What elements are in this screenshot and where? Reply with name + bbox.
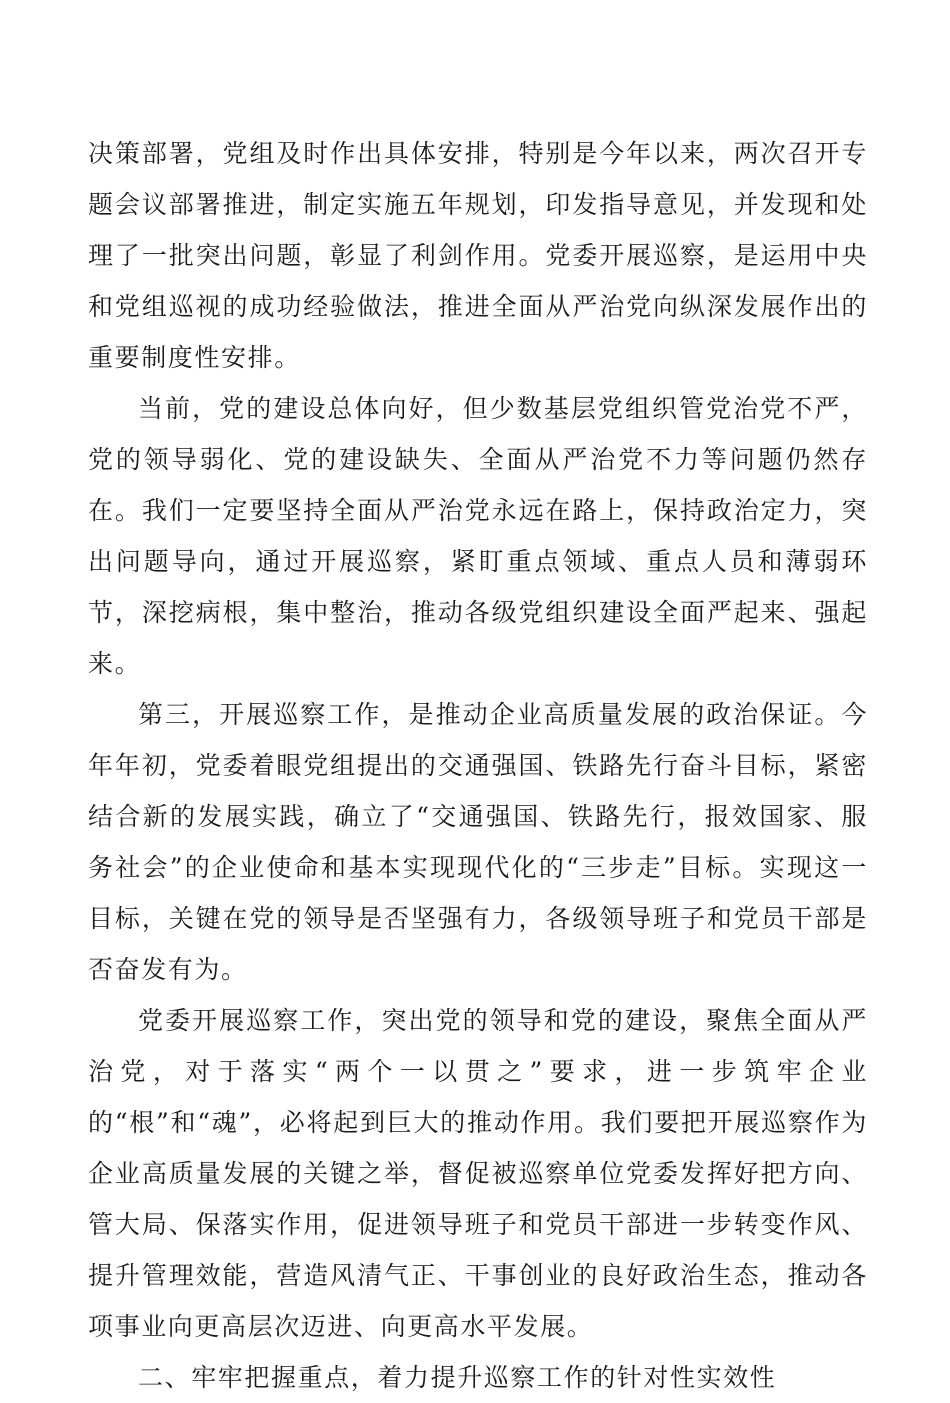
paragraph-inspection-role: 党委开展巡察工作，突出党的领导和党的建设，聚焦全面从严治党，对于落实“两个一以贯之”要求，进一步筑牢企业的“根”和“魂”，必将起到巨大的推动作用。我们要把开展巡察作为企业高质量发展的关键之举，督促被巡察单位党委发挥好把方向、管大局、保落实作用，促进领导班子和党员干部进一步转变作风、提升管理效能，营造风清气正、干事创业的良好政治生态，推动各项事业向更高层次迈进、向更高水平发展。 <box>88 1006 868 1341</box>
paragraph-current-situation: 当前，党的建设总体向好，但少数基层党组织管党治党不严，党的领导弱化、党的建设缺失、全面从严治党不力等问题仍然存在。我们一定要坚持全面从严治党永远在路上，保持政治定力，突出问题导向，通过开展巡察，紧盯重点领域、重点人员和薄弱环节，深挖病根，集中整治，推动各级党组织建设全面严起来、强起来。 <box>88 394 868 678</box>
paragraph-continued: 决策部署，党组及时作出具体安排，特别是今年以来，两次召开专题会议部署推进，制定实施五年规划，印发指导意见，并发现和处理了一批突出问题，彰显了利剑作用。党委开展巡察，是运用中央和党组巡视的成功经验做法，推进全面从严治党向纵深发展作出的重要制度性安排。 <box>88 139 868 372</box>
document-body <box>88 128 868 1403</box>
paragraph-third-point: 第三，开展巡察工作，是推动企业高质量发展的政治保证。今年年初，党委着眼党组提出的交通强国、铁路先行奋斗目标，紧密结合新的发展实践，确立了“交通强国、铁路先行，报效国家、服务社会”的企业使命和基本实现现代化的“三步走”目标。实现这一目标，关键在党的领导是否坚强有力，各级领导班子和党员干部是否奋发有为。 <box>88 700 868 984</box>
section-heading: 二、牢牢把握重点，着力提升巡察工作的针对性实效性 <box>138 1363 777 1392</box>
